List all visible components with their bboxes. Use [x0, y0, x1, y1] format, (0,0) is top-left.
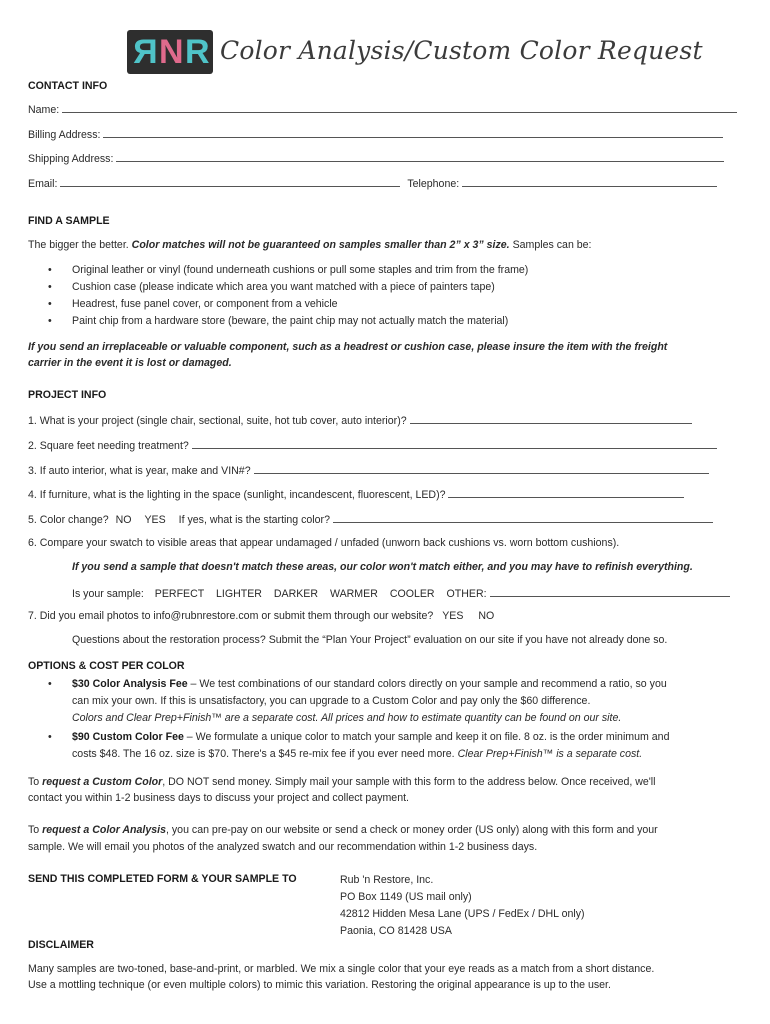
photos-no-option[interactable]: NO [478, 610, 495, 622]
question-3 [28, 463, 738, 477]
billing-row [28, 127, 738, 141]
question-6: 6. Compare your swatch to visible areas that appear undamaged / unfaded (unworn back cushions vs. worn bottom cushions). [28, 537, 620, 549]
sample-heading: FIND A SAMPLE [28, 215, 110, 227]
analysis-bold: request a Color Analysis [42, 824, 166, 836]
shipping-address-field[interactable] [116, 151, 724, 162]
custom-color-fee-title: $90 Custom Color Fee [72, 731, 184, 743]
is-your-sample-label: Is your sample: [72, 588, 144, 600]
color-analysis-fee-text2: can mix your own. If this is unsatisfactory, you can upgrade to a Custom Color and pay only the $60 difference. [72, 695, 591, 707]
question-3-text: 3. If auto interior, what is year, make and VIN#? [28, 465, 251, 477]
question-2-text: 2. Square feet needing treatment? [28, 440, 189, 452]
list-item: • Paint chip from a hardware store (beware, the paint chip may not actually match the material) [28, 313, 740, 330]
address-line: Paonia, CO 81428 USA [340, 925, 452, 937]
option-cooler[interactable]: COOLER [389, 588, 435, 600]
question-2 [28, 438, 738, 452]
custom-color-fee-text1: – We formulate a unique color to match your sample and keep it on file. 8 oz. is the order minimum and [183, 731, 670, 743]
name-row [28, 102, 738, 116]
questions-note: Questions about the restoration process? Submit the “Plan Your Project” evaluation on our site if you have not already done so. [72, 634, 668, 646]
shipping-label: Shipping Address: [28, 153, 114, 165]
lighting-field[interactable] [448, 487, 684, 498]
email-label: Email: [28, 178, 58, 190]
analysis-prefix: To [28, 824, 40, 836]
billing-label: Billing Address: [28, 129, 101, 141]
project-field[interactable] [410, 413, 692, 424]
custom-color-instructions-line1 [28, 776, 738, 788]
list-item [28, 676, 740, 727]
telephone-label: Telephone: [407, 178, 460, 190]
sample-comparison-row [72, 586, 730, 600]
send-heading: SEND THIS COMPLETED FORM & YOUR SAMPLE TO [28, 873, 297, 885]
sample-intro-text: The bigger the better. [28, 239, 129, 251]
list-item: • Original leather or vinyl (found underneath cushions or pull some staples and trim from the frame) [28, 262, 740, 279]
starting-color-field[interactable] [333, 512, 713, 523]
logo-letter-r2: R [185, 33, 210, 71]
address-line: PO Box 1149 (US mail only) [340, 891, 472, 903]
option-lighter[interactable]: LIGHTER [216, 588, 262, 600]
question-5 [28, 512, 738, 526]
sample-intro [28, 239, 738, 251]
square-feet-field[interactable] [192, 438, 717, 449]
options-heading: OPTIONS & COST PER COLOR [28, 660, 185, 672]
list-item [28, 729, 740, 763]
options-list [28, 676, 740, 763]
name-label: Name: [28, 104, 60, 116]
custom-color-fee-text2: costs $48. The 16 oz. size is $70. There's a $45 re-mix fee if you ever need more. [72, 748, 455, 760]
billing-address-field[interactable] [103, 127, 723, 138]
project-heading: PROJECT INFO [28, 389, 107, 401]
logo-letter-n: N [159, 33, 184, 71]
address-line: 42812 Hidden Mesa Lane (UPS / FedEx / DHL only) [340, 908, 585, 920]
custom-bold: request a Custom Color [42, 776, 163, 788]
irreplaceable-note-line2: carrier in the event it is lost or damaged. [28, 357, 232, 369]
custom-line1: , DO NOT send money. Simply mail your sample with this form to the address below. Once received, we'll [162, 776, 656, 788]
question-4-text: 4. If furniture, what is the lighting in the space (sunlight, incandescent, fluorescent, LED)? [28, 489, 446, 501]
option-warmer[interactable]: WARMER [329, 588, 378, 600]
mailing-address [340, 872, 585, 940]
color-change-no-option[interactable]: NO [115, 514, 132, 526]
address-line: Rub 'n Restore, Inc. [340, 874, 434, 886]
question-7-text: 7. Did you email photos to info@rubnrestore.com or submit them through our website? [28, 610, 434, 622]
sample-size-warning: Color matches will not be guaranteed on samples smaller than 2” x 3” size. [131, 239, 510, 251]
custom-color-instructions-line2: contact you within 1-2 business days to discuss your project and collect payment. [28, 792, 409, 804]
color-analysis-fee-text1: – We test combinations of our standard colors directly on your sample and recommend a ratio, so you [187, 678, 667, 690]
list-item: • Headrest, fuse panel cover, or component from a vehicle [28, 296, 740, 313]
starting-color-label: If yes, what is the starting color? [178, 514, 330, 526]
disclaimer-line2: Use a mottling technique (or even multiple colors) to mimic this variation. Restoring the original appearance is up to the user. [28, 979, 611, 991]
mismatch-note: If you send a sample that doesn't match these areas, our color won't match either, and you may have to refinish everything. [72, 561, 693, 573]
question-4 [28, 487, 738, 501]
irreplaceable-note-line1: If you send an irreplaceable or valuable component, such as a headrest or cushion case, please insure the item with the freight [28, 341, 668, 353]
contact-heading: CONTACT INFO [28, 80, 108, 92]
email-field[interactable] [60, 176, 400, 187]
question-1 [28, 413, 738, 427]
color-analysis-fee-note: Colors and Clear Prep+Finish™ are a separate cost. All prices and how to estimate quantity can be found on our site. [72, 712, 622, 724]
analysis-line1: , you can pre-pay on our website or send a check or money order (US only) along with this form and your [166, 824, 658, 836]
color-analysis-fee-title: $30 Color Analysis Fee [72, 678, 188, 690]
logo-letter-r1: R [133, 33, 158, 71]
color-change-yes-option[interactable]: YES [144, 514, 166, 526]
vin-field[interactable] [254, 463, 709, 474]
option-perfect[interactable]: PERFECT [154, 588, 205, 600]
shipping-row [28, 151, 738, 165]
question-5-text: 5. Color change? [28, 514, 109, 526]
color-analysis-instructions-line1 [28, 824, 738, 836]
rnr-logo [127, 30, 213, 74]
custom-prefix: To [28, 776, 40, 788]
disclaimer-heading: DISCLAIMER [28, 939, 94, 951]
question-1-text: 1. What is your project (single chair, sectional, suite, hot tub cover, auto interior)? [28, 415, 407, 427]
name-field[interactable] [62, 102, 737, 113]
samples-can-be: Samples can be: [512, 239, 592, 251]
question-7 [28, 610, 738, 622]
disclaimer-line1: Many samples are two-toned, base-and-print, or marbled. We mix a single color that your eye reads as a match from a short distance. [28, 963, 655, 975]
option-darker[interactable]: DARKER [273, 588, 319, 600]
email-phone-row [28, 176, 738, 190]
list-item: • Cushion case (please indicate which area you want matched with a piece of painters tape) [28, 279, 740, 296]
page-title: Color Analysis/Custom Color Request [220, 36, 703, 65]
sample-list [28, 262, 740, 330]
telephone-field[interactable] [462, 176, 717, 187]
photos-yes-option[interactable]: YES [442, 610, 464, 622]
other-field[interactable] [490, 586, 730, 597]
option-other[interactable]: OTHER: [446, 588, 487, 600]
color-analysis-instructions-line2: sample. We will email you photos of the analyzed swatch and our recommendation within 1-2 business days. [28, 841, 538, 853]
custom-color-fee-note: Clear Prep+Finish™ is a separate cost. [457, 748, 643, 760]
